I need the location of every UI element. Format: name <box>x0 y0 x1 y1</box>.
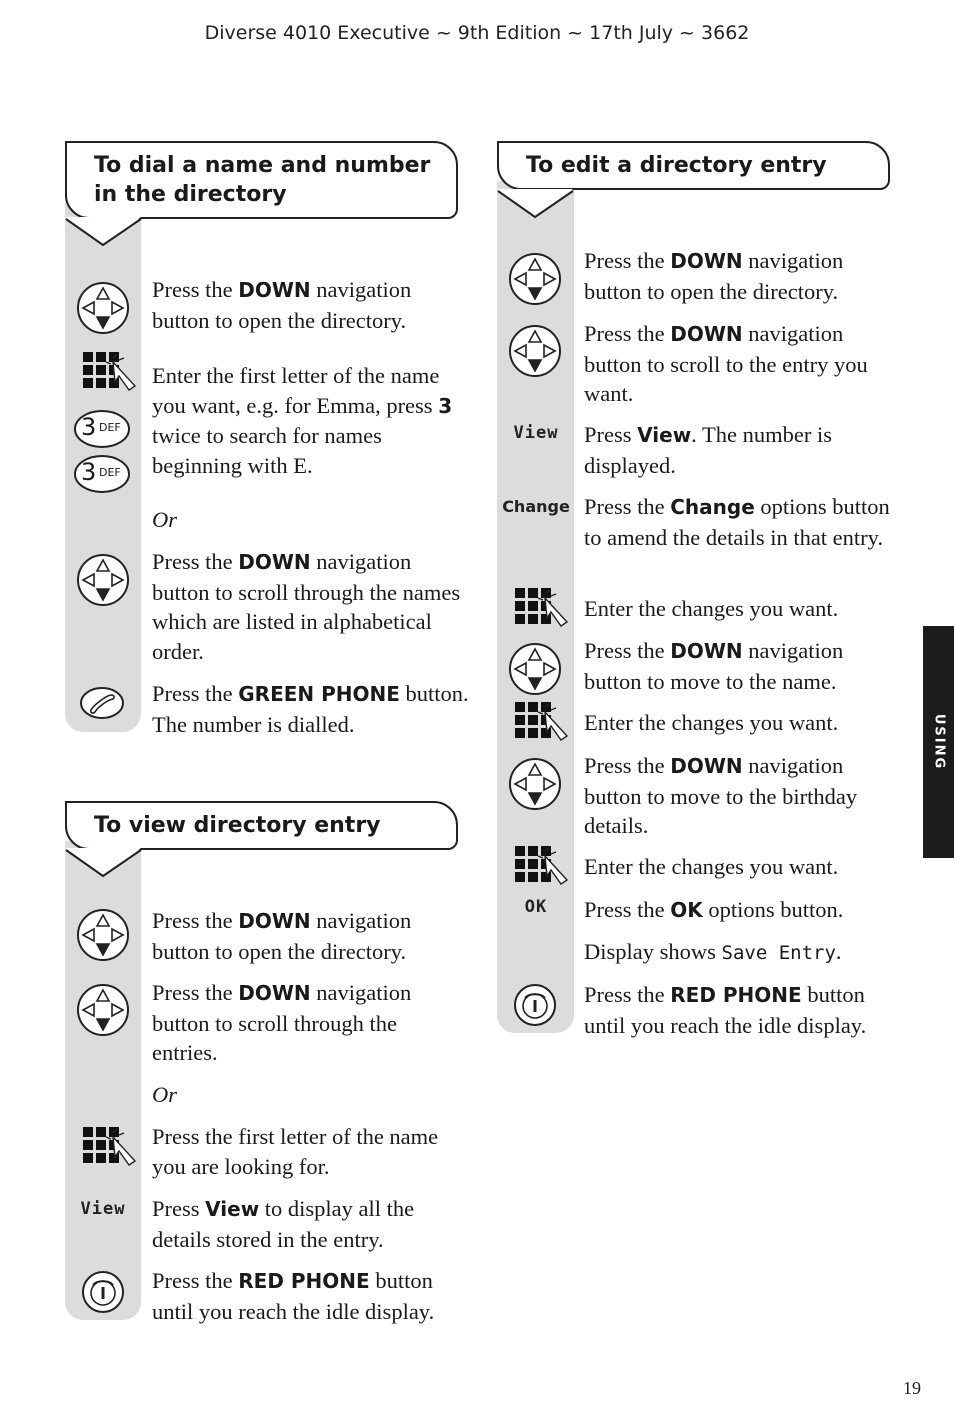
step-text: Press the <box>152 1268 239 1293</box>
step-text: navigation button to move to the name. <box>584 638 844 694</box>
edit-step-11 <box>584 937 894 969</box>
step-text: Press the <box>584 638 671 663</box>
step-text: . The number is displayed. <box>584 422 832 478</box>
nav-down-icon <box>508 324 562 378</box>
step-text: Enter the changes you want. <box>584 854 839 879</box>
step-text: button until you reach the idle display. <box>584 982 867 1038</box>
lcd-display-text: Save Entry <box>721 942 836 964</box>
ok-softkey-label: OK <box>524 897 548 917</box>
step-text: Enter the changes you want. <box>584 710 839 735</box>
key-3-icon <box>73 454 131 494</box>
nav-down-icon <box>508 642 562 696</box>
edit-step-5 <box>584 594 894 624</box>
nav-down-icon <box>76 983 130 1037</box>
edit-step-4 <box>584 492 894 552</box>
view-softkey-label: View <box>513 423 559 443</box>
view-step-3 <box>152 1122 462 1181</box>
keypad-icon <box>83 352 137 396</box>
side-tab-label: USING <box>931 713 946 771</box>
edit-step-10 <box>584 895 894 926</box>
key-letters: DEF <box>99 466 121 479</box>
step-bold: 3 <box>438 393 453 418</box>
step-bold: DOWN <box>238 981 311 1005</box>
step-text: Enter the first letter of the name you want, e.g. for Emma, press <box>152 363 440 418</box>
step-text: button. The number is dialled. <box>152 681 469 737</box>
key-3-icon <box>73 409 131 449</box>
step-bold: OK <box>670 898 703 922</box>
view-step-1 <box>152 906 462 966</box>
step-text: Press <box>152 1196 206 1221</box>
step-text: Press the <box>584 321 671 346</box>
keypad-icon <box>515 702 569 746</box>
step-text: options button to amend the details in that entry. <box>584 494 890 550</box>
step-text: options button. <box>702 897 844 922</box>
step-bold: DOWN <box>238 909 311 933</box>
step-text: navigation button to scroll through the names which are listed in alphabetical order. <box>152 549 461 664</box>
view-title: To view directory entry <box>65 801 458 850</box>
title-notch <box>497 189 575 219</box>
view-section <box>65 801 465 1331</box>
step-bold: View <box>205 1197 260 1221</box>
edit-step-9 <box>584 852 894 882</box>
step-text: navigation button to scroll through the entries. <box>152 980 412 1065</box>
step-text: Enter the changes you want. <box>584 596 839 621</box>
edit-step-3 <box>584 420 894 480</box>
or-label <box>152 1080 177 1110</box>
nav-down-icon <box>508 757 562 811</box>
key-digit: 3 <box>81 413 97 441</box>
step-bold: GREEN PHONE <box>238 682 400 706</box>
or-text: Or <box>152 507 178 532</box>
step-text: Press the <box>584 753 671 778</box>
title-notch <box>65 217 143 247</box>
step-text: Press the <box>584 982 671 1007</box>
dial-section <box>65 141 469 741</box>
change-softkey-label: Change <box>502 497 570 516</box>
step-text: navigation button to open the directory. <box>584 248 844 304</box>
edit-title: To edit a directory entry <box>497 141 890 190</box>
step-bold: RED PHONE <box>670 983 802 1007</box>
step-text: Press the <box>584 494 671 519</box>
nav-down-icon <box>76 908 130 962</box>
dial-step-2 <box>152 361 467 480</box>
edit-step-12 <box>584 980 899 1040</box>
step-text: Press the first letter of the name you are looking for. <box>152 1124 439 1179</box>
step-text: to display all the details stored in the entry. <box>152 1196 415 1252</box>
step-text: Press the <box>152 277 239 302</box>
step-text: navigation button to open the directory. <box>152 908 412 964</box>
step-text: Press the <box>584 897 671 922</box>
red-phone-icon <box>81 1270 125 1314</box>
view-softkey-label: View <box>80 1199 126 1219</box>
dial-title: To dial a name and number in the directory <box>65 141 458 219</box>
step-bold: Change <box>670 495 755 519</box>
view-step-4 <box>152 1194 462 1254</box>
step-bold: DOWN <box>670 322 743 346</box>
green-phone-icon <box>79 686 125 720</box>
step-bold: DOWN <box>238 278 311 302</box>
step-text: navigation button to scroll to the entry you want. <box>584 321 868 406</box>
step-text: Press the <box>584 248 671 273</box>
step-text: Press the <box>152 980 239 1005</box>
or-label <box>152 505 177 535</box>
nav-down-icon <box>76 553 130 607</box>
step-bold: DOWN <box>670 639 743 663</box>
step-bold: DOWN <box>670 249 743 273</box>
step-text: twice to search for names beginning with E. <box>152 423 382 478</box>
step-text: Press the <box>152 681 239 706</box>
step-text: navigation button to move to the birthday details. <box>584 753 858 838</box>
step-text: . <box>835 939 842 964</box>
edit-step-6 <box>584 636 894 696</box>
step-text: Press <box>584 422 638 447</box>
nav-down-icon <box>76 281 130 335</box>
edit-section <box>497 141 897 1041</box>
step-bold: DOWN <box>238 550 311 574</box>
dial-step-1 <box>152 275 462 335</box>
step-bold: RED PHONE <box>238 1269 370 1293</box>
or-text: Or <box>152 1082 178 1107</box>
step-bold: View <box>637 423 692 447</box>
keypad-icon <box>83 1127 137 1171</box>
nav-down-icon <box>508 252 562 306</box>
step-text: button until you reach the idle display. <box>152 1268 435 1324</box>
step-text: navigation button to open the directory. <box>152 277 412 333</box>
step-text: Press the <box>152 549 239 574</box>
step-text: Display shows <box>584 939 722 964</box>
red-phone-icon <box>513 983 557 1027</box>
page-header: Diverse 4010 Executive ~ 9th Edition ~ 17th July ~ 3662 <box>204 22 750 44</box>
view-step-2 <box>152 978 462 1068</box>
keypad-icon <box>515 588 569 632</box>
key-letters: DEF <box>99 421 121 434</box>
edit-step-7 <box>584 708 894 738</box>
step-bold: DOWN <box>670 754 743 778</box>
page-number: 19 <box>903 1378 921 1398</box>
dial-step-4 <box>152 679 472 739</box>
dial-step-3 <box>152 547 462 666</box>
step-text: Press the <box>152 908 239 933</box>
keypad-icon <box>515 846 569 890</box>
edit-step-2 <box>584 319 894 409</box>
title-notch <box>65 848 143 878</box>
key-digit: 3 <box>81 458 97 486</box>
view-step-5 <box>152 1266 467 1326</box>
edit-step-8 <box>584 751 894 841</box>
edit-step-1 <box>584 246 894 306</box>
side-tab <box>923 626 954 858</box>
